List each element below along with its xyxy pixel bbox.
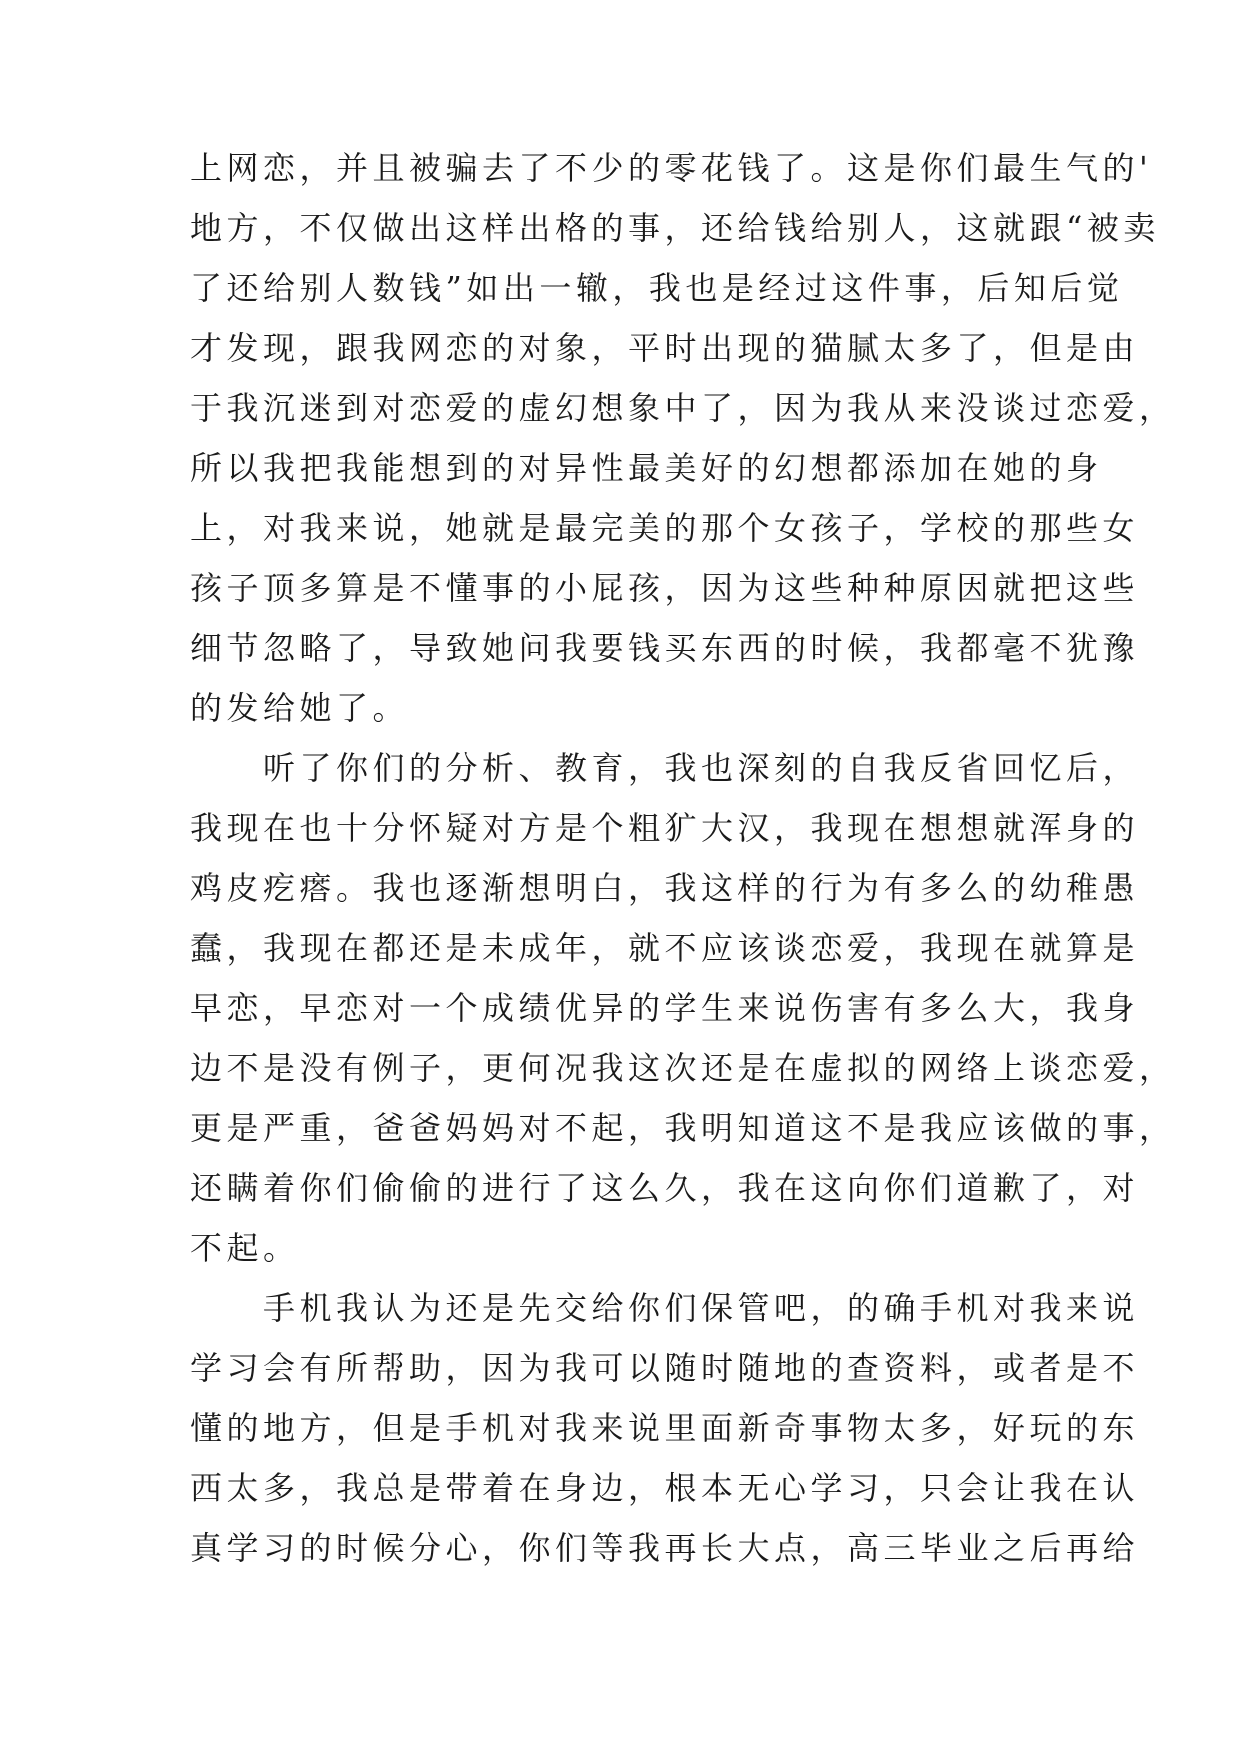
text-line-4: 才发现，跟我网恋的对象，平时出现的猫腻太多了，但是由 bbox=[190, 329, 1140, 367]
text-line-14: 蠢，我现在都还是未成年，就不应该谈恋爱，我现在就算是 bbox=[190, 929, 1140, 967]
text-line-18: 还瞒着你们偷偷的进行了这么久，我在这向你们道歉了，对 bbox=[190, 1169, 1140, 1207]
text-line-11: 听了你们的分析、教育，我也深刻的自我反省回忆后， bbox=[190, 749, 1140, 787]
text-line-7: 上，对我来说，她就是最完美的那个女孩子，学校的那些女 bbox=[190, 509, 1140, 547]
text-line-22: 懂的地方，但是手机对我来说里面新奇事物太多，好玩的东 bbox=[190, 1409, 1140, 1447]
text-line-15: 早恋，早恋对一个成绩优异的学生来说伤害有多么大，我身 bbox=[190, 989, 1140, 1027]
text-line-21: 学习会有所帮助，因为我可以随时随地的查资料，或者是不 bbox=[190, 1349, 1140, 1387]
text-line-5: 于我沉迷到对恋爱的虚幻想象中了，因为我从来没谈过恋爱， bbox=[190, 389, 1176, 427]
text-line-10: 的发给她了。 bbox=[190, 689, 410, 727]
text-line-13: 鸡皮疙瘩。我也逐渐想明白，我这样的行为有多么的幼稚愚 bbox=[190, 869, 1140, 907]
text-line-9: 细节忽略了，导致她问我要钱买东西的时候，我都毫不犹豫 bbox=[190, 629, 1140, 667]
text-line-17: 更是严重，爸爸妈妈对不起，我明知道这不是我应该做的事， bbox=[190, 1109, 1176, 1147]
text-line-16: 边不是没有例子，更何况我这次还是在虚拟的网络上谈恋爱， bbox=[190, 1049, 1176, 1087]
text-line-3: 了还给别人数钱”如出一辙，我也是经过这件事，后知后觉 bbox=[190, 269, 1124, 307]
text-line-1: 上网恋，并且被骗去了不少的零花钱了。这是你们最生气的' bbox=[190, 149, 1153, 187]
text-line-24: 真学习的时候分心，你们等我再长大点，高三毕业之后再给 bbox=[190, 1529, 1140, 1567]
text-line-2: 地方，不仅做出这样出格的事，还给钱给别人，这就跟“被卖 bbox=[190, 209, 1160, 247]
body-text bbox=[190, 138, 1176, 1578]
text-line-12: 我现在也十分怀疑对方是个粗犷大汉，我现在想想就浑身的 bbox=[190, 809, 1140, 847]
text-line-6: 所以我把我能想到的对异性最美好的幻想都添加在她的身 bbox=[190, 449, 1103, 487]
text-line-23: 西太多，我总是带着在身边，根本无心学习，只会让我在认 bbox=[190, 1469, 1140, 1507]
text-line-19: 不起。 bbox=[190, 1229, 300, 1267]
text-line-20: 手机我认为还是先交给你们保管吧，的确手机对我来说 bbox=[190, 1289, 1140, 1327]
text-line-8: 孩子顶多算是不懂事的小屁孩，因为这些种种原因就把这些 bbox=[190, 569, 1140, 607]
